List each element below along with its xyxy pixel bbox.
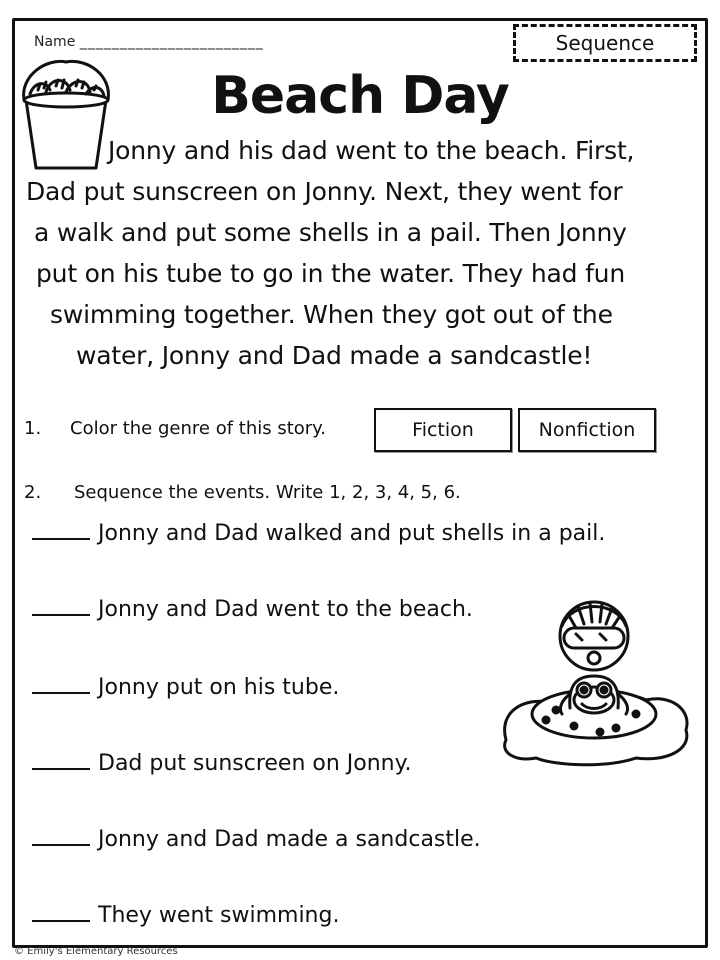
name-label: Name <box>34 34 76 50</box>
story-line: Jonny and his dad went to the beach. First, <box>108 136 635 165</box>
sequence-badge <box>513 24 697 62</box>
event-text: Jonny and Dad walked and put shells in a pail. <box>98 521 606 546</box>
question-number: 1. <box>24 418 42 439</box>
sequence-badge-label: Sequence <box>555 31 655 55</box>
answer-blank[interactable] <box>32 674 90 694</box>
question-text: Sequence the events. Write 1, 2, 3, 4, 5, 6. <box>74 482 461 503</box>
story-line: a walk and put some shells in a pail. Then Jonny <box>34 218 627 247</box>
event-item[interactable] <box>32 826 481 852</box>
genre-option-fiction[interactable]: Fiction <box>374 408 512 452</box>
event-item[interactable] <box>32 902 339 928</box>
answer-blank[interactable] <box>32 596 90 616</box>
answer-blank[interactable] <box>32 826 90 846</box>
kid-in-swim-tube-icon <box>496 590 694 768</box>
question-number: 2. <box>24 482 42 503</box>
event-text: Jonny and Dad made a sandcastle. <box>98 827 481 852</box>
event-text: Jonny put on his tube. <box>98 675 340 700</box>
name-blank: _______________________ <box>79 34 264 50</box>
answer-blank[interactable] <box>32 750 90 770</box>
question-text: Color the genre of this story. <box>70 418 326 439</box>
copyright-footer: © Emily's Elementary Resources <box>14 946 178 957</box>
worksheet-title: Beach Day <box>211 66 509 126</box>
story-line: Dad put sunscreen on Jonny. Next, they went for <box>26 177 623 206</box>
genre-option-nonfiction[interactable]: Nonfiction <box>518 408 656 452</box>
question-genre <box>24 408 704 450</box>
event-text: They went swimming. <box>98 903 340 928</box>
event-item[interactable] <box>32 596 473 622</box>
event-item[interactable] <box>32 520 605 546</box>
event-text: Dad put sunscreen on Jonny. <box>98 751 412 776</box>
story-line: put on his tube to go in the water. They had fun <box>36 259 625 288</box>
event-item[interactable] <box>32 674 339 700</box>
answer-blank[interactable] <box>32 902 90 922</box>
story-line: swimming together. When they got out of the <box>50 300 613 329</box>
story-line: water, Jonny and Dad made a sandcastle! <box>76 341 593 370</box>
name-field[interactable] <box>34 34 264 50</box>
event-text: Jonny and Dad went to the beach. <box>98 597 473 622</box>
bucket-of-shells-icon <box>16 56 116 174</box>
event-item[interactable] <box>32 750 412 776</box>
answer-blank[interactable] <box>32 520 90 540</box>
